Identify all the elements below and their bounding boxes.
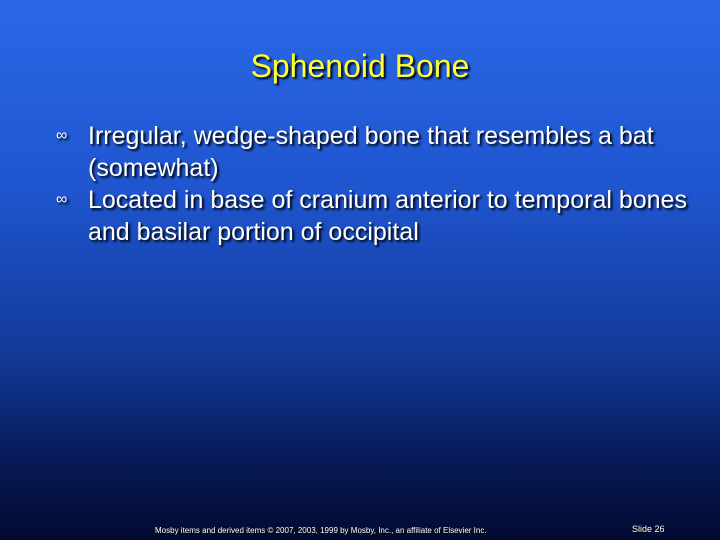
bullet-text: Irregular, wedge-shaped bone that resembles a bat (somewhat) xyxy=(88,122,654,182)
bullet-item-2 xyxy=(50,184,690,248)
bullet-glyph-icon: ∞ xyxy=(56,127,68,144)
bullet-text: Located in base of cranium anterior to temporal bones and basilar portion of occipital xyxy=(88,186,687,246)
slide-title: Sphenoid Bone xyxy=(250,48,470,84)
copyright-footer: Mosby items and derived items © 2007, 2003, 1999 by Mosby, Inc., an affiliate of Elsevier Inc. xyxy=(155,526,487,535)
bullet-glyph-icon: ∞ xyxy=(56,191,68,208)
bullet-item-1 xyxy=(50,120,690,184)
bullet-list xyxy=(50,120,690,248)
slide-number: Slide 26 xyxy=(632,524,665,534)
